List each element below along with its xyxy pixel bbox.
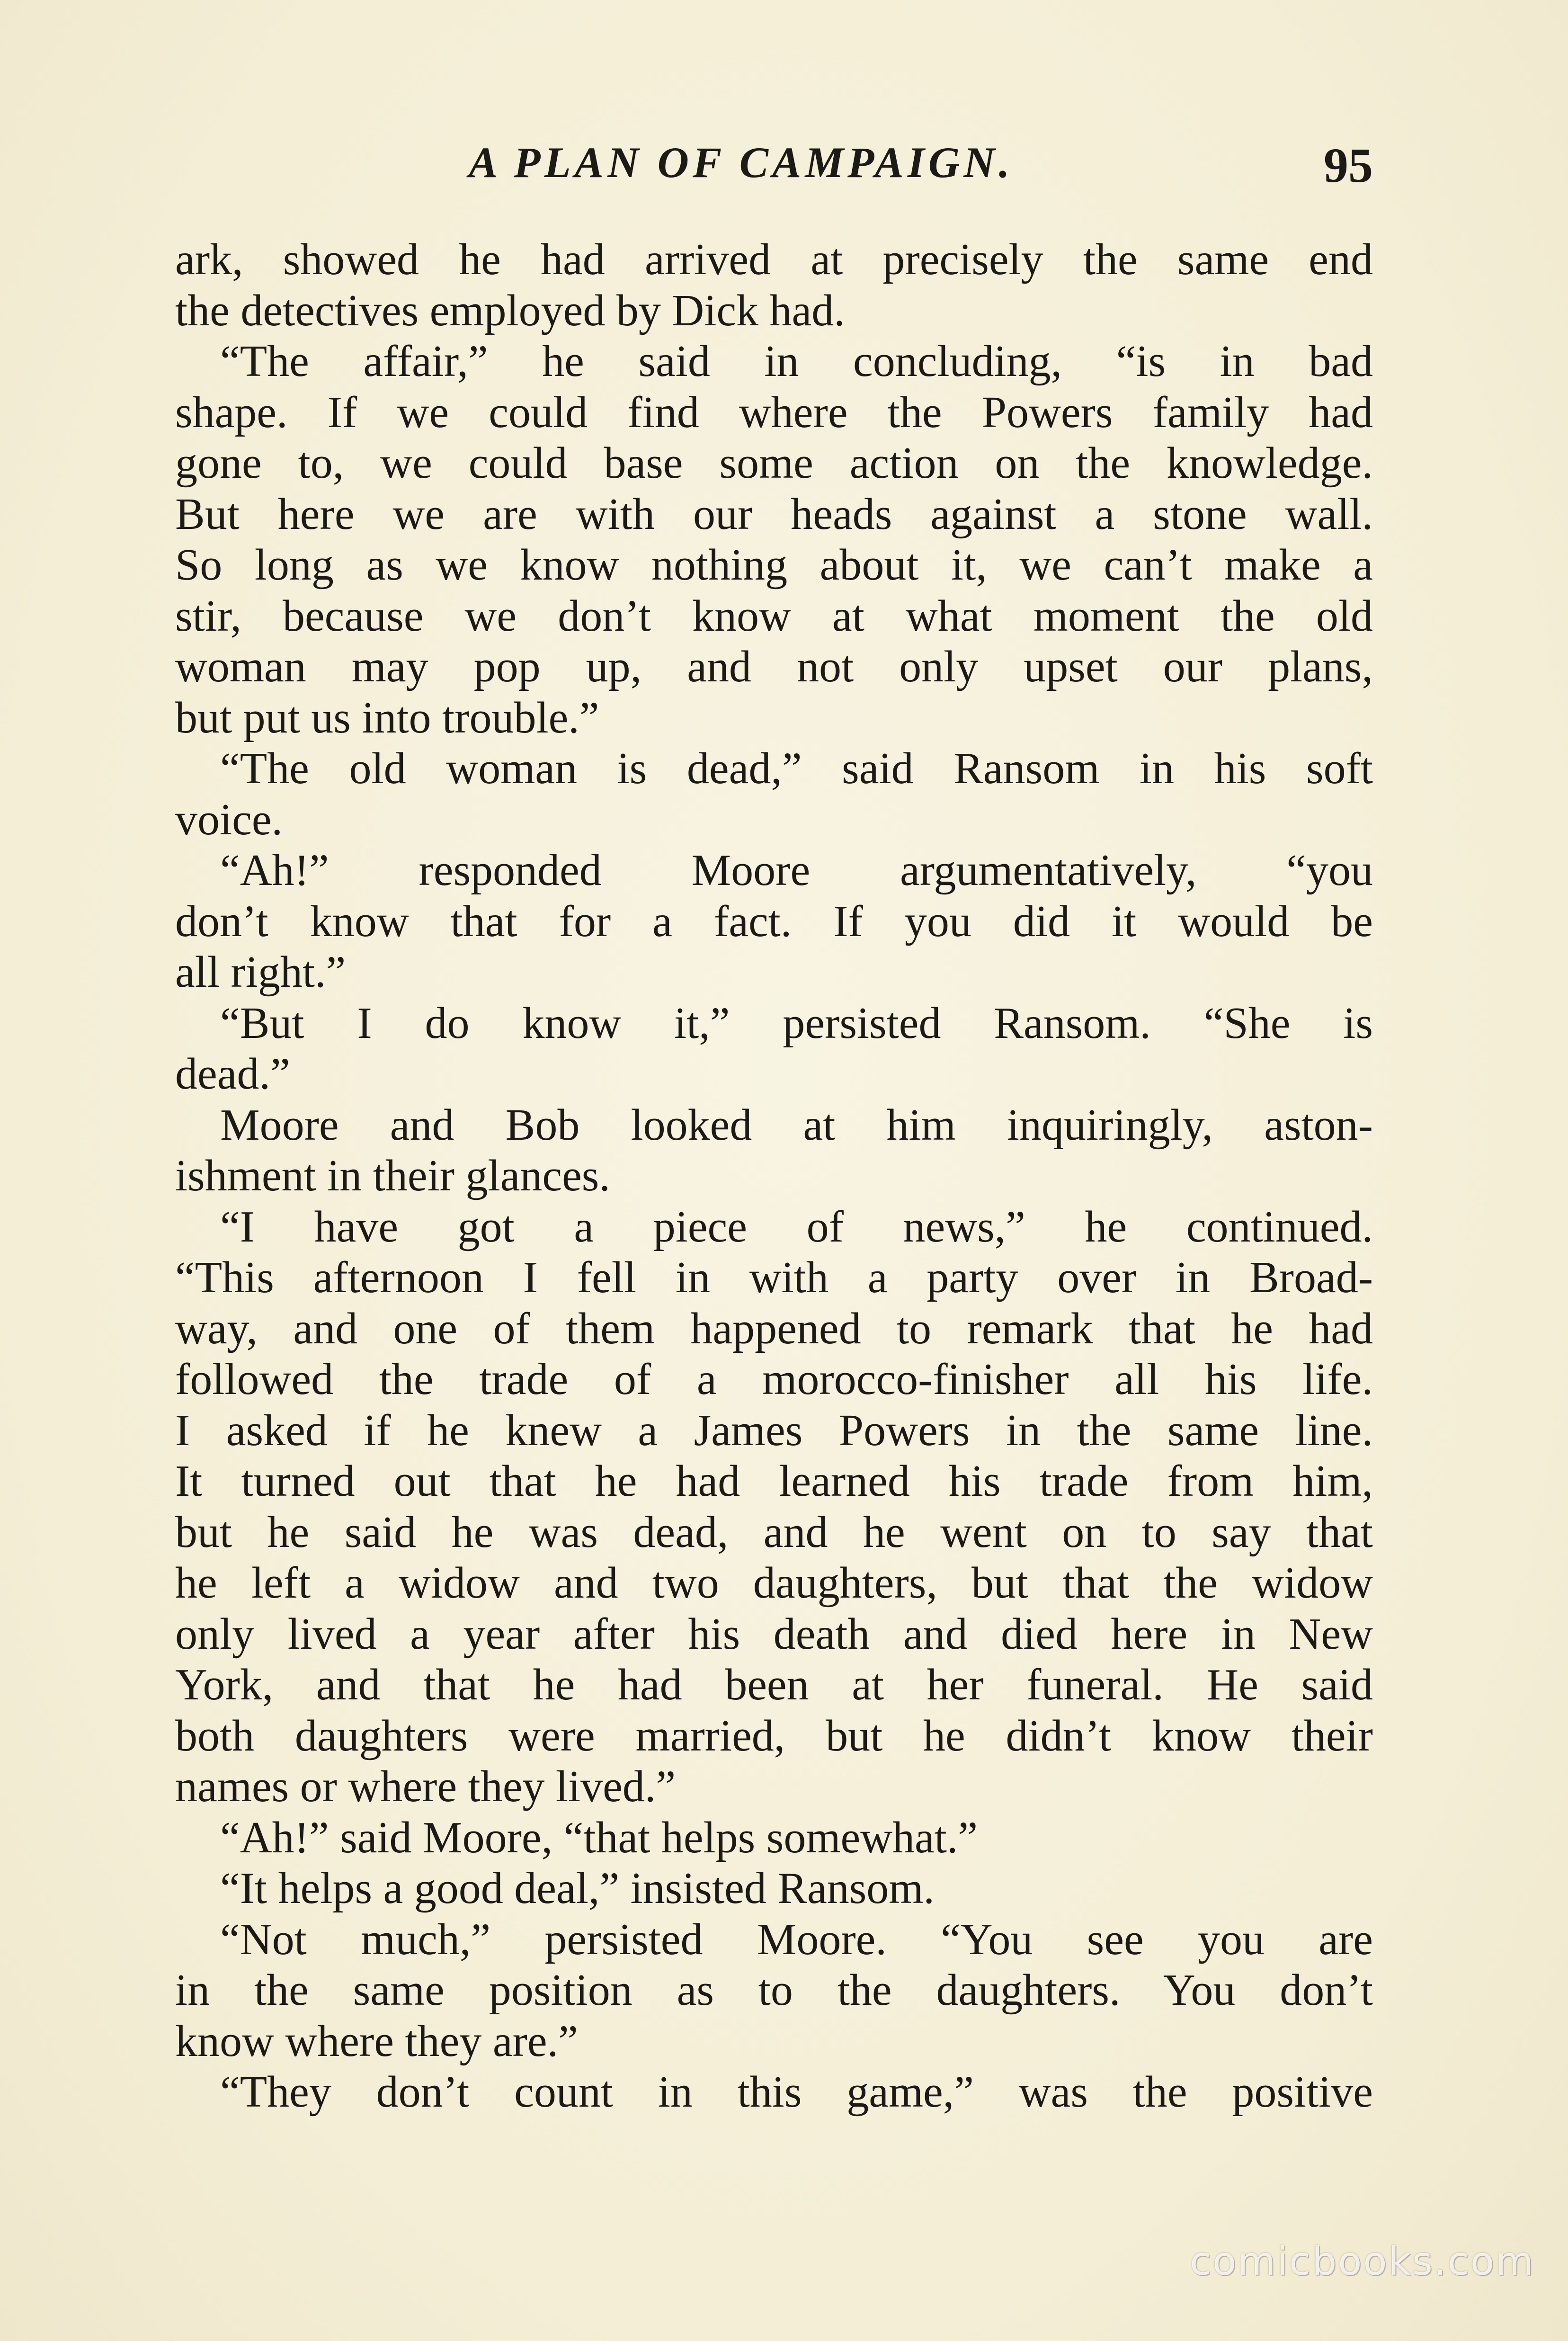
- running-head: A PLAN OF CAMPAIGN.: [469, 138, 1014, 187]
- text-line: he left a widow and two daughters, but that the widow: [175, 1558, 1373, 1608]
- text-line: dead.”: [175, 1049, 290, 1099]
- text-line: only lived a year after his death and died here in New: [175, 1609, 1373, 1659]
- text-line: followed the trade of a morocco-finisher all his life.: [175, 1355, 1373, 1404]
- text-line: voice.: [175, 795, 283, 844]
- text-line: both daughters were married, but he didn’t know their: [175, 1711, 1373, 1760]
- text-line: names or where they lived.”: [175, 1762, 676, 1811]
- text-line: gone to, we could base some action on the knowledge.: [175, 438, 1373, 488]
- text-line: “This afternoon I fell in with a party over in Broad-: [175, 1253, 1373, 1302]
- text-line: York, and that he had been at her funeral. He said: [175, 1660, 1373, 1709]
- text-line: I asked if he knew a James Powers in the same line.: [175, 1405, 1373, 1455]
- text-line: ark, showed he had arrived at precisely the same end: [175, 235, 1373, 284]
- text-line: don’t know that for a fact. If you did it would be: [175, 896, 1373, 946]
- text-line: So long as we know nothing about it, we can’t make a: [175, 540, 1373, 590]
- page-number: 95: [1324, 138, 1373, 193]
- text-line: but put us into trouble.”: [175, 693, 599, 742]
- text-line: all right.”: [175, 947, 346, 997]
- text-line: But here we are with our heads against a stone wall.: [175, 489, 1373, 539]
- text-line: in the same position as to the daughters. You don’t: [175, 1966, 1373, 2015]
- watermark: comicbooks.com: [1190, 2239, 1535, 2284]
- text-line: “I have got a piece of news,” he continued.: [220, 1202, 1373, 1251]
- text-line: know where they are.”: [175, 2016, 578, 2066]
- text-line: way, and one of them happened to remark that he had: [175, 1304, 1373, 1353]
- text-line: “The affair,” he said in concluding, “is in bad: [220, 337, 1373, 386]
- text-line: It turned out that he had learned his trade from him,: [175, 1456, 1373, 1506]
- text-line: “Ah!” said Moore, “that helps somewhat.”: [220, 1813, 978, 1862]
- text-line: “It helps a good deal,” insisted Ransom.: [220, 1864, 935, 1913]
- text-line: stir, because we don’t know at what moment the old: [175, 591, 1373, 641]
- text-line: ishment in their glances.: [175, 1151, 610, 1200]
- text-line: “The old woman is dead,” said Ransom in his soft: [220, 744, 1373, 793]
- text-line: “Ah!” responded Moore argumentatively, “you: [220, 846, 1373, 895]
- text-line: woman may pop up, and not only upset our plans,: [175, 642, 1373, 691]
- text-line: the detectives employed by Dick had.: [175, 286, 845, 335]
- body-text: [175, 234, 1373, 2118]
- text-line: Moore and Bob looked at him inquiringly, aston-: [220, 1100, 1373, 1150]
- text-line: but he said he was dead, and he went on to say that: [175, 1507, 1373, 1557]
- text-line: “But I do know it,” persisted Ransom. “She is: [220, 998, 1373, 1048]
- text-line: “Not much,” persisted Moore. “You see you are: [220, 1914, 1373, 1964]
- text-line: shape. If we could find where the Powers family had: [175, 387, 1373, 437]
- text-line: “They don’t count in this game,” was the positive: [220, 2067, 1373, 2117]
- page-header: [175, 137, 1373, 194]
